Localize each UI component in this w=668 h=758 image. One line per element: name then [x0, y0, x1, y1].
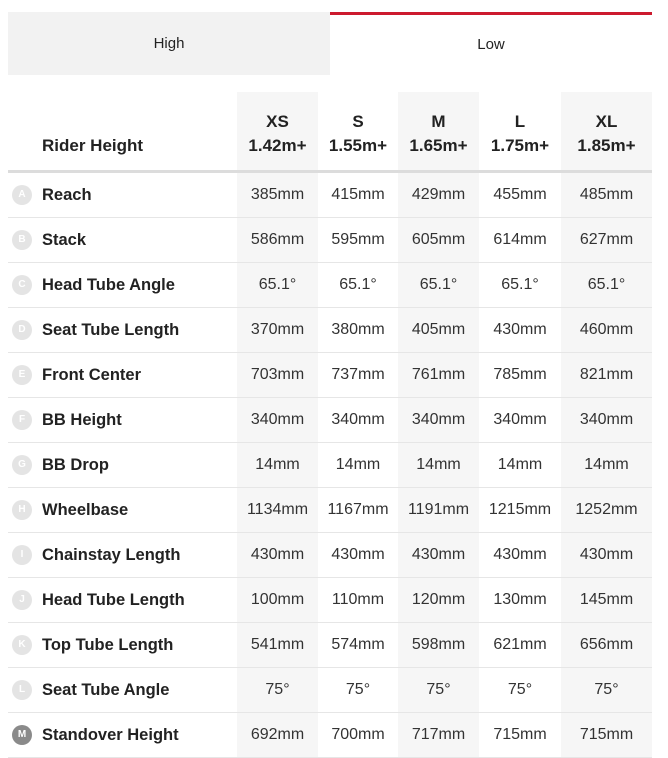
size-header-m: M: [398, 92, 479, 132]
value-cell-l: 430mm: [479, 308, 561, 353]
measurement-name: Head Tube Length: [42, 590, 185, 609]
value-cell-s: 380mm: [318, 308, 398, 353]
measurement-letter-badge: B: [12, 230, 32, 250]
measurement-label-cell: [8, 713, 237, 758]
measurement-letter-badge: D: [12, 320, 32, 340]
measurement-letter-badge: L: [12, 680, 32, 700]
value-cell-xs: 370mm: [237, 308, 318, 353]
measurement-label-cell: [8, 443, 237, 488]
table-row: [8, 172, 652, 218]
measurement-letter-badge: E: [12, 365, 32, 385]
value-cell-xs: 340mm: [237, 398, 318, 443]
value-cell-s: 65.1°: [318, 263, 398, 308]
measurement-label-cell: [8, 218, 237, 263]
value-cell-l: 75°: [479, 668, 561, 713]
geometry-tabs: [8, 12, 652, 75]
measurement-label: [8, 635, 237, 655]
value-cell-xl: 1252mm: [561, 488, 652, 533]
value-cell-m: 340mm: [398, 398, 479, 443]
measurement-name: Top Tube Length: [42, 635, 174, 654]
value-cell-xs: 14mm: [237, 443, 318, 488]
rider-height-row: [8, 132, 652, 172]
measurement-label: [8, 410, 237, 430]
measurement-name: Seat Tube Length: [42, 320, 180, 339]
measurement-label-cell: [8, 172, 237, 218]
value-cell-m: 429mm: [398, 172, 479, 218]
measurement-label: [8, 455, 237, 475]
value-cell-xs: 75°: [237, 668, 318, 713]
value-cell-m: 598mm: [398, 623, 479, 668]
value-cell-l: 65.1°: [479, 263, 561, 308]
measurement-label: [8, 545, 237, 565]
measurement-label: [8, 320, 237, 340]
value-cell-xs: 703mm: [237, 353, 318, 398]
rider-height-l: 1.75m+: [479, 132, 561, 172]
table-row: [8, 488, 652, 533]
size-header-blank: [8, 92, 237, 132]
value-cell-s: 737mm: [318, 353, 398, 398]
measurement-name: Chainstay Length: [42, 545, 181, 564]
rider-height-xs: 1.42m+: [237, 132, 318, 172]
value-cell-xl: 485mm: [561, 172, 652, 218]
value-cell-s: 430mm: [318, 533, 398, 578]
value-cell-m: 405mm: [398, 308, 479, 353]
value-cell-m: 1191mm: [398, 488, 479, 533]
value-cell-xs: 385mm: [237, 172, 318, 218]
value-cell-l: 14mm: [479, 443, 561, 488]
table-row: [8, 353, 652, 398]
value-cell-s: 700mm: [318, 713, 398, 758]
measurement-label-cell: [8, 398, 237, 443]
table-row: [8, 578, 652, 623]
value-cell-xl: 65.1°: [561, 263, 652, 308]
measurement-name: BB Height: [42, 410, 122, 429]
value-cell-m: 14mm: [398, 443, 479, 488]
measurement-name: BB Drop: [42, 455, 109, 474]
value-cell-s: 595mm: [318, 218, 398, 263]
value-cell-xl: 340mm: [561, 398, 652, 443]
value-cell-m: 75°: [398, 668, 479, 713]
measurement-name: Stack: [42, 230, 87, 249]
table-row: [8, 263, 652, 308]
measurement-letter-badge: K: [12, 635, 32, 655]
table-row: [8, 308, 652, 353]
value-cell-xs: 692mm: [237, 713, 318, 758]
table-row: [8, 668, 652, 713]
measurement-name: Seat Tube Angle: [42, 680, 170, 699]
value-cell-xl: 460mm: [561, 308, 652, 353]
value-cell-m: 120mm: [398, 578, 479, 623]
value-cell-xs: 1134mm: [237, 488, 318, 533]
value-cell-xs: 430mm: [237, 533, 318, 578]
measurement-label-cell: [8, 263, 237, 308]
measurement-name: Front Center: [42, 365, 141, 384]
value-cell-l: 430mm: [479, 533, 561, 578]
measurement-label-cell: [8, 308, 237, 353]
rider-height-label: Rider Height: [8, 132, 237, 172]
measurement-label: [8, 185, 237, 205]
size-header-l: L: [514, 112, 526, 131]
measurement-label-cell: [8, 623, 237, 668]
measurement-label: [8, 275, 237, 295]
value-cell-s: 340mm: [318, 398, 398, 443]
tab-high[interactable]: High: [8, 12, 330, 75]
value-cell-s: 75°: [318, 668, 398, 713]
table-row: [8, 533, 652, 578]
measurement-letter-badge: A: [12, 185, 32, 205]
value-cell-m: 605mm: [398, 218, 479, 263]
measurement-label: [8, 365, 237, 385]
value-cell-s: 574mm: [318, 623, 398, 668]
table-row: [8, 398, 652, 443]
value-cell-l: 340mm: [479, 398, 561, 443]
measurement-name: Standover Height: [42, 725, 179, 744]
rider-height-s: 1.55m+: [318, 132, 398, 172]
measurement-label: [8, 230, 237, 250]
size-header-row: [8, 92, 652, 132]
value-cell-l: 621mm: [479, 623, 561, 668]
value-cell-l: 715mm: [479, 713, 561, 758]
size-header-s: S: [352, 112, 364, 131]
value-cell-xl: 14mm: [561, 443, 652, 488]
measurement-label-cell: [8, 578, 237, 623]
value-cell-s: 415mm: [318, 172, 398, 218]
value-cell-xs: 541mm: [237, 623, 318, 668]
measurement-letter-badge: I: [12, 545, 32, 565]
value-cell-l: 1215mm: [479, 488, 561, 533]
measurement-label: [8, 680, 237, 700]
value-cell-xl: 627mm: [561, 218, 652, 263]
value-cell-xl: 821mm: [561, 353, 652, 398]
tab-low[interactable]: Low: [330, 12, 652, 75]
value-cell-xl: 145mm: [561, 578, 652, 623]
measurement-letter-badge: G: [12, 455, 32, 475]
measurement-label-cell: [8, 668, 237, 713]
value-cell-s: 14mm: [318, 443, 398, 488]
value-cell-l: 130mm: [479, 578, 561, 623]
geometry-table: [8, 92, 652, 758]
measurement-label-cell: [8, 533, 237, 578]
measurement-label-cell: [8, 353, 237, 398]
value-cell-l: 785mm: [479, 353, 561, 398]
value-cell-s: 110mm: [318, 578, 398, 623]
rider-height-xl: 1.85m+: [561, 132, 652, 172]
value-cell-m: 65.1°: [398, 263, 479, 308]
measurement-letter-badge: C: [12, 275, 32, 295]
measurement-letter-badge: H: [12, 500, 32, 520]
measurement-name: Head Tube Angle: [42, 275, 175, 294]
rider-height-m: 1.65m+: [398, 132, 479, 172]
value-cell-l: 455mm: [479, 172, 561, 218]
value-cell-xl: 430mm: [561, 533, 652, 578]
value-cell-s: 1167mm: [318, 488, 398, 533]
measurement-label: [8, 590, 237, 610]
value-cell-xl: 656mm: [561, 623, 652, 668]
measurement-label-cell: [8, 488, 237, 533]
geometry-table-body: [8, 172, 652, 758]
size-header-xs: XS: [237, 92, 318, 132]
value-cell-xs: 586mm: [237, 218, 318, 263]
measurement-label: [8, 725, 237, 745]
measurement-letter-badge: M: [12, 725, 32, 745]
table-row: [8, 443, 652, 488]
measurement-name: Wheelbase: [42, 500, 129, 519]
table-row: [8, 623, 652, 668]
value-cell-xs: 100mm: [237, 578, 318, 623]
table-row: [8, 218, 652, 263]
value-cell-m: 717mm: [398, 713, 479, 758]
measurement-letter-badge: F: [12, 410, 32, 430]
value-cell-xl: 75°: [561, 668, 652, 713]
measurement-label: [8, 500, 237, 520]
value-cell-l: 614mm: [479, 218, 561, 263]
value-cell-xl: 715mm: [561, 713, 652, 758]
measurement-letter-badge: J: [12, 590, 32, 610]
measurement-name: Reach: [42, 185, 92, 204]
size-header-xl: XL: [561, 92, 652, 132]
value-cell-xs: 65.1°: [237, 263, 318, 308]
value-cell-m: 430mm: [398, 533, 479, 578]
table-row: [8, 713, 652, 758]
value-cell-m: 761mm: [398, 353, 479, 398]
